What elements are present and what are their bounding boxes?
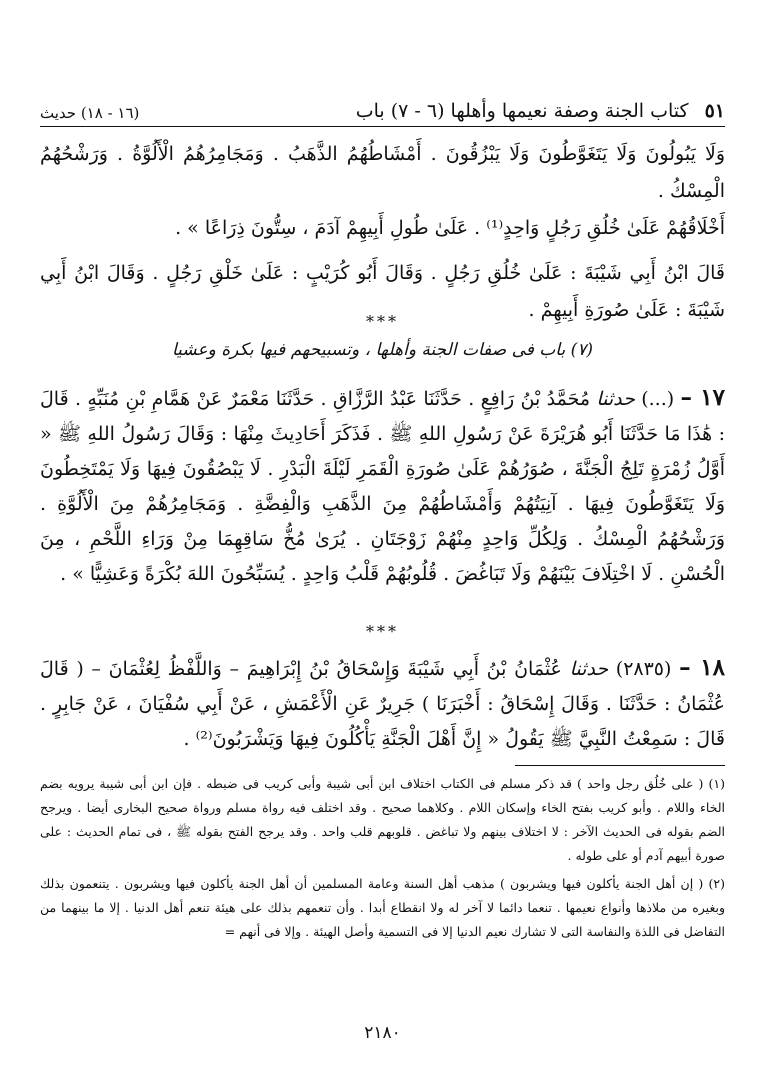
hadith-reference: (٢٨٣٥)	[615, 658, 672, 680]
header-title-block	[356, 100, 725, 122]
header-hadith-range: (١٦ - ١٨) حديث	[40, 104, 140, 122]
hadith-text: مُحَمَّدُ بْنُ رَافِعٍ . حَدَّثَنَا عَبْدُ الرَّزَّاقِ . حَدَّثَنَا مَعْمَرٌ عَنْ هَمَّامِ بْنِ مُنَبِّهٍ . قَالَ : هَٰذَا مَا حَدَّثَنَا أَبُو هُرَيْرَةَ عَنْ رَسُولِ اللهِ ﷺ . فَذَكَرَ أَحَادِيثَ مِنْهَا : وَقَالَ رَسُولُ اللهِ ﷺ « أَوَّلُ زُمْرَةٍ تَلِجُ الْجَنَّةَ ، صُوَرُهُمْ عَلَىٰ صُورَةِ الْقَمَرِ لَيْلَةَ الْبَدْرِ . لَا يَبْصُقُونَ فِيهَا وَلَا يَمْتَخِطُونَ وَلَا يَتَغَوَّطُونَ فِيهَا . آنِيَتُهُمْ وَأَمْشَاطُهُمْ مِنَ الذَّهَبِ وَالْفِضَّةِ . وَمَجَامِرُهُمْ مِنَ الْأَلُوَّةِ . وَرَشْحُهُمُ الْمِسْكُ . وَلِكُلِّ وَاحِدٍ مِنْهُمْ زَوْجَتَانِ . يُرَىٰ مُخُّ سَاقِهِمَا مِنْ وَرَاءِ اللَّحْمِ ، مِنَ الْحُسْنِ . لَا اخْتِلَافَ بَيْنَهُمْ وَلَا تَبَاغُضَ . قُلُوبُهُمْ قَلْبُ وَاحِدٍ . يُسَبِّحُونَ اللهَ بُكْرَةً وَعَشِيًّا » .	[40, 388, 725, 585]
text-line: وَلَا يَبُولُونَ وَلَا يَتَغَوَّطُونَ وَلَا يَبْزُقُونَ . أَمْشَاطُهُمُ الذَّهَبُ . وَمَجَامِرُهُمُ الْأَلُوَّةُ . وَرَشْحُهُمُ الْمِسْكُ .	[40, 143, 725, 202]
footnote-rule	[515, 765, 725, 766]
section-separator: ***	[366, 312, 399, 331]
haddathana-mark: حدثنا	[569, 658, 609, 680]
page-number: ٢١٨٠	[364, 1023, 401, 1043]
header-page-number: ٥١	[704, 100, 725, 122]
hadith-17	[40, 380, 725, 592]
running-header	[40, 86, 725, 127]
hadith-reference: (...)	[641, 388, 675, 410]
text-line: أَخْلَاقُهُمْ عَلَىٰ خُلُقِ رَجُلٍ وَاحِدٍ⁽¹⁾ . عَلَىٰ طُولِ أَبِيهِمْ آدَمَ ، سِتُّونَ ذِرَاعًا » .	[175, 217, 725, 239]
hadith-number: ١٧ –	[680, 384, 725, 411]
footnote: (١) ( على خُلُق رجل واحد ) قد ذكر مسلم فى الكتاب اختلاف ابن أبى شيبة وأبى كريب فى ضبطه . فإن ابن أبى شيبة يرويه بضم الخاء واللام . وأبو كريب بفتح الخاء وإسكان اللام . وكلاهما صحيح . وقد اختلف فيه رواة مسلم ورواة صحيح البخارى أيضا . ويرجح الضم بقوله فى الحديث الآخر : لا اختلاف بينهم ولا تباغض . قلوبهم قلب واحد . وقد يرجح الفتح بقوله ﷺ ، فى تمام الحديث : على صورة أبيهم آدم أو على طوله .	[40, 776, 725, 863]
hadith-text: عُثْمَانُ بْنُ أَبِي شَيْبَةَ وَإِسْحَاقُ بْنُ إِبْرَاهِيمَ – وَاللَّفْظُ لِعُثْمَانَ – ( قَالَ عُثْمَانُ : حَدَّثَنَا . وَقَالَ إِسْحَاقُ : أَخْبَرَنَا ) جَرِيرٌ عَنِ الْأَعْمَشِ ، عَنْ أَبِي سُفْيَانَ ، عَنْ جَابِرٍ . قَالَ : سَمِعْتُ النَّبِيَّ ﷺ يَقُولُ « إِنَّ أَهْلَ الْجَنَّةِ يَأْكُلُونَ فِيهَا وَيَشْرَبُونَ⁽²⁾ .	[40, 658, 725, 750]
haddathana-mark: حدثنا	[596, 388, 635, 410]
narrator-note: قَالَ ابْنُ أَبِي شَيْبَةَ : عَلَىٰ خُلُقِ رَجُلٍ . وَقَالَ أَبُو كُرَيْبٍ : عَلَىٰ خَلْقِ رَجُلٍ . وَقَالَ ابْنُ أَبِي شَيْبَةَ : عَلَىٰ صُورَةِ أَبِيهِمْ .	[40, 262, 725, 321]
footnote: (٢) ( إن أهل الجنة يأكلون فيها ويشربون ) مذهب أهل السنة وعامة المسلمين أن أهل الجنة يأكلون فيها ويشربون . يتنعمون بذلك وبغيره من ملاذها وأنواع نعيمها . تنعما دائما لا آخر له ولا انقطاع أبدا . وأن تنعمهم بذلك على هيئة تنعم أهل الدنيا . إلا ما بينهما من التفاضل فى اللذة والنفاسة التى لا تشارك نعيم الدنيا إلا فى التسمية وأصل الهيئة . وإلا فى أنهم =	[40, 876, 725, 939]
chapter-heading: (٧) باب فى صفات الجنة وأهلها ، وتسبيحهم فيها بكرة وعشيا	[171, 340, 594, 360]
footnotes	[40, 772, 725, 948]
continued-text	[40, 136, 725, 329]
section-separator: ***	[366, 622, 399, 641]
hadith-18	[40, 650, 725, 757]
header-title: كتاب الجنة وصفة نعيمها وأهلها (٦ - ٧) باب	[355, 100, 689, 122]
hadith-number: ١٨ –	[679, 654, 725, 681]
